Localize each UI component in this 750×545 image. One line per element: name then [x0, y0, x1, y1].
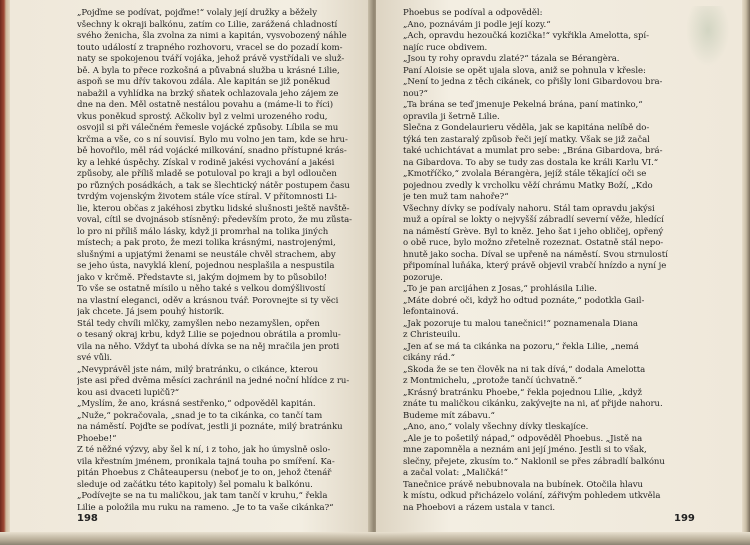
text-line: Slečna z Gondelaurieru věděla, jak se kapitána nelíbě do-: [403, 123, 650, 133]
text-line: Paní Aloisie se opět ujala slova, aniž se pohnula v křesle:: [403, 65, 646, 76]
right-page: [376, 0, 742, 532]
text-line: „Pojďme se podívat, pojďme!“ volaly její družky a běžely: [77, 8, 318, 18]
text-line: cikány rád.“: [403, 353, 455, 363]
text-line: „Nuže,“ pokračovala, „snad je to ta cikánka, co tančí tam: [77, 410, 323, 421]
text-line: je ten muž tam nahoře?“: [403, 192, 509, 202]
text-line: o obě ruce, bylo možno zřetelně rozeznat. Ostatně stál nepo-: [403, 238, 664, 248]
text-line: sleduje od začátku této kapitoly) šel pomalu k balkónu.: [77, 479, 313, 490]
text-line: „Ano, ano,“ volaly všechny dívky tleskajíce.: [403, 422, 589, 432]
text-line: znáte tu maličkou cikánku, zakývejte na ni, ať přijde nahoru.: [403, 399, 663, 409]
text-line: opravila ji šetrně Lilie.: [403, 111, 500, 122]
book-cover-edge: [0, 0, 10, 545]
text-line: slušnými a upjatými ženami se neustále chvěl strachem, aby: [77, 249, 336, 260]
text-line: slečny, přejete, zkusím to.“ Naklonil se přes zábradlí balkónu: [403, 456, 665, 467]
text-line: „Podívejte se na tu maličkou, jak tam tančí v kruhu,“ řekla: [77, 491, 328, 501]
text-line: naty se spokojenou tváří vojáka, jehož právě vystřídali ve služ-: [77, 54, 345, 64]
text-line: muž a opíral se lokty o nejvyšší zábradlí severní věže, hledící: [403, 215, 664, 225]
text-line: Z té něžné výzvy, aby šel k ní, i z toho, jak ho úmyslně oslo-: [77, 445, 331, 455]
text-line: vila křestním jménem, pronikala tajná touha po smíření. Ka-: [77, 456, 335, 467]
text-line: také uchichtávat a mumlat pro sebe: „Brána Gibardova, brá-: [403, 146, 663, 156]
text-line: Stál tedy chvíli mlčky, zamyšlen nebo nezamyšlen, opřen: [77, 318, 320, 329]
text-line: nou?“: [403, 88, 428, 99]
text-line: na náměstí Grève. Byl to kněz. Jeho šat i jeho obličej, opřený: [403, 226, 664, 237]
text-line: aspoň se mu dřív takovou zdála. Ale kapitán se již poněkud: [77, 77, 331, 87]
text-line: hnutě jako socha. Díval se upřeně na náměstí. Svou strnulostí: [403, 249, 668, 260]
text-line: vkus poněkud sprostý. Ačkoliv byl z velmi urozeného rodu,: [77, 111, 328, 122]
text-line: své vůli.: [77, 353, 113, 363]
text-line: o tesaný okraj krbu, když Lilie se pojednou obrátila a promlu-: [77, 330, 341, 340]
left-page-text: [77, 8, 364, 514]
text-line: na Phoebovi a rázem ustala v tanci.: [403, 502, 556, 513]
text-line: jak chcete. Já jsem pouhý historik.: [77, 307, 225, 317]
text-line: pozoruje.: [403, 272, 443, 283]
text-line: k místu, odkud přicházelo volání, zářivým pohledem utkvěla: [403, 491, 661, 501]
text-line: „Ta brána se teď jmenuje Pekelná brána, paní matinko,“: [403, 100, 643, 110]
text-line: „Ano, poznávám ji podle její kozy.“: [403, 19, 551, 30]
text-line: Budeme mít zábavu.“: [403, 410, 495, 421]
right-page-number: 199: [674, 513, 695, 524]
page-stack-bottom: [0, 532, 750, 545]
text-line: To vše se ostatně mísilo u něho také s velkou domýšlivostí: [77, 284, 326, 294]
text-line: touto událostí z trapného rozhovoru, vracel se do pozadí kom-: [77, 42, 343, 53]
text-line: týká ten zastaralý způsob řeči její matky. Však se již začal: [403, 134, 650, 145]
left-page: [10, 0, 374, 532]
text-line: dne na den. Měl ostatně nestálou povahu a (máme-li to říci): [77, 100, 334, 110]
page-stack-edge: [742, 0, 750, 545]
text-line: vila na něho. Vždyť ta ubohá dívka se na něj mračila jen proti: [77, 341, 340, 352]
text-line: z Montmichelu, „protože tančí úchvatně.“: [403, 376, 582, 386]
text-line: jako v krčmě. Představte si, jakým dojmem by to působilo!: [77, 272, 328, 283]
text-line: pitán Phoebus z Châteaupersu (neboť je to on, jehož čtenář: [77, 468, 332, 478]
text-line: mne zapomněla a neznám ani její jméno. Jestli si to však,: [403, 445, 647, 455]
text-line: „Jsou ty rohy opravdu zlaté?“ tázala se Bérangèra.: [403, 54, 620, 64]
text-line: a začal volat: „Maličká!“: [403, 468, 508, 478]
text-line: Phoebe!“: [77, 433, 117, 444]
text-line: na Gibardova. To aby se tudy zas dostala ke králi Karlu VI.“: [403, 157, 659, 168]
text-line: bě. A byla to přece rozkošná a půvabná služba u krásné Lilie,: [77, 65, 340, 76]
text-line: na náměstí. Pojďte se podívat, jestli ji poznáte, milý bratránku: [77, 422, 343, 432]
text-line: po různých posádkách, a tak se šlechtický nátěr postupem času: [77, 180, 350, 191]
text-line: „Nevyprávěl jste nám, milý bratránku, o cikánce, kterou: [77, 364, 319, 375]
text-line: na vlastní eleganci, oděv a krásnou tvář. Porovnejte si ty věci: [77, 295, 339, 306]
text-line: místech; a pak proto, že mezi tolika krásnými, nastrojenými,: [77, 238, 336, 248]
text-line: pojednou zvedly k vrcholku věží chrámu Matky Boží, „Kdo: [403, 180, 653, 191]
left-page-number: 198: [77, 513, 98, 524]
text-line: nabažil a vyhlídka na brzký sňatek ochlazovala jeho zájem ze: [77, 88, 339, 99]
right-page-text: [403, 8, 693, 514]
text-line: „Jak pozoruje tu malou tanečnici!“ poznamenala Diana: [403, 318, 638, 329]
text-line: „Kmotříčko,“ zvolala Bérangèra, jejíž stále těkající oči se: [403, 169, 647, 179]
text-line: lie, kterou občas z jakéhosi zbytku lidské slušnosti ještě navště-: [77, 203, 350, 214]
text-line: voval, cítil se dvojnásob stísněný: především proto, že mu zůsta-: [77, 215, 353, 225]
text-line: „Ale je to pošetilý nápad,“ odpověděl Phoebus. „Jistě na: [403, 433, 643, 444]
text-line: kou asi dvaceti lupičů?“: [77, 387, 180, 398]
text-line: tvrdým vojenským životem stále více stíral. V přítomnosti Li-: [77, 192, 337, 202]
text-line: „Jen ať se má ta cikánka na pozoru,“ řekla Lilie, „nemá: [403, 341, 639, 352]
text-line: lo pro ni příliš málo lásky, když ji promrhal na tolika jiných: [77, 226, 329, 237]
text-line: lefontainová.: [403, 307, 459, 317]
text-line: ky a lehké úspěchy. Získal v rodině jakési vychování a jakési: [77, 157, 335, 168]
text-line: z Christeuilu.: [403, 330, 461, 340]
text-line: připomínal luňáka, který právě objevil vrabčí hnízdo a nyní je: [403, 261, 667, 271]
text-line: najíc ruce obdivem.: [403, 42, 488, 53]
text-line: Tanečnice právě nebubnovala na bubínek. Otočila hlavu: [403, 479, 644, 490]
text-line: všechny k okraji balkónu, zatím co Lilie, zarážená chladností: [77, 19, 338, 30]
text-line: Phoebus se podíval a odpověděl:: [403, 8, 543, 18]
text-line: „Myslím, že ano, krásná sestřenko,“ odpověděl kapitán.: [77, 399, 316, 409]
text-line: „Máte dobré oči, když ho odtud poznáte,“ podotkla Gail-: [403, 295, 645, 306]
text-line: se jeho ústa, navyklá klení, pojednou nesplašila a nespustila: [77, 261, 335, 271]
text-line: krčma a vše, co s ní souvisí. Bylo mu volno jen tam, kde se hru-: [77, 134, 348, 145]
text-line: „To je pan arcijáhen z Josas,“ prohlásila Lilie.: [403, 284, 597, 294]
text-line: „Ach, opravdu hezoučká kozička!“ vykřikla Amelotta, spí-: [403, 31, 649, 41]
text-line: bě hovořilo, měl rád vojácké milkování, snadno přístupné krás-: [77, 146, 347, 156]
text-line: svého ženicha, šla zvolna za nimi a kapitán, vysvobozený náhle: [77, 31, 347, 41]
text-line: jste asi před dvěma měsíci zachránil na jedné noční hlídce z ru-: [77, 376, 350, 386]
text-line: „Není to jedna z těch cikánek, co přišly loni Gibardovou bra-: [403, 77, 663, 87]
text-line: Všechny dívky se podívaly nahoru. Stál tam opravdu jakýsi: [403, 203, 655, 214]
text-line: „Škoda že se ten člověk na ni tak dívá,“ dodala Amelotta: [403, 364, 646, 375]
text-line: Lilie a položila mu ruku na rameno. „Je to ta vaše cikánka?“: [77, 502, 334, 513]
text-line: osvojil si při válečném řemesle vojácké způsoby. Líbila se mu: [77, 123, 339, 133]
text-line: způsoby, ale příliš mladě se potuloval po kraji a byl odloučen: [77, 169, 337, 179]
text-line: „Krásný bratránku Phoebe,“ řekla pojednou Lilie, „když: [403, 387, 643, 398]
